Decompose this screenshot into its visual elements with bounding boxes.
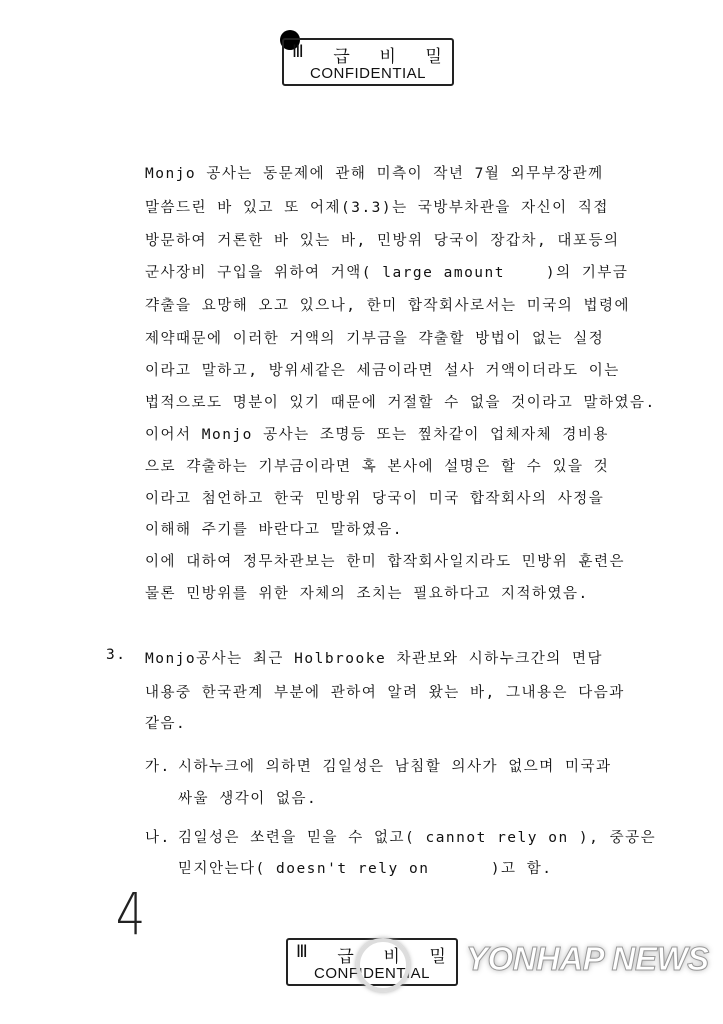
stamp-label: CONFIDENTIAL	[313, 965, 430, 982]
text-line: 같음.	[145, 716, 187, 732]
stamp-grade: 밀	[429, 947, 448, 967]
watermark: YONHAP NEWS	[466, 940, 709, 977]
text-line: 내용중 한국관계 부분에 관하여 알려 왔는 바, 그내용은 다음과	[145, 685, 625, 701]
handwritten-page-number: 4	[115, 880, 146, 948]
text-line: 물론 민방위를 위한 자체의 조치는 필요하다고 지적하였음.	[145, 586, 589, 602]
text-line: 갹출을 요망해 오고 있으나, 한미 합작회사로서는 미국의 법령에	[145, 298, 631, 314]
stamp-label: CONFIDENTIAL	[309, 65, 426, 82]
text-line: 이라고 첨언하고 한국 민방위 당국이 미국 합작회사의 사정을	[145, 491, 605, 507]
text-line: 이에 대하여 정무차관보는 한미 합작회사일지라도 민방위 훈련은	[145, 554, 626, 570]
text-line: 법적으로도 명분이 있기 때문에 거절할 수 없을 것이라고 말하였음.	[145, 395, 656, 411]
text-line: 나.	[145, 830, 171, 846]
text-line: 이라고 말하고, 방위세같은 세금이라면 설사 거액이더라도 이는	[145, 363, 620, 379]
stamp-grade: Ⅲ	[292, 42, 306, 62]
text-line: 말씀드린 바 있고 또 어제(3.3)는 국방부차관을 자신이 직접	[145, 200, 609, 216]
text-line: Monjo 공사는 동문제에 관해 미측이 작년 7월 외무부장관께	[145, 166, 604, 182]
stamp-grade: Ⅲ	[296, 942, 310, 962]
text-line: 믿지안는다( doesn't rely on )고 함.	[178, 861, 553, 877]
stamp-grade: 비	[383, 947, 402, 967]
text-line: 방문하여 거론한 바 있는 바, 민방위 당국이 장갑차, 대포등의	[145, 233, 620, 249]
text-line: 싸울 생각이 없음.	[178, 791, 318, 807]
classification-stamp-top	[282, 38, 454, 86]
stamp-grade: 비	[379, 47, 398, 67]
text-line: 시하누크에 의하면 김일성은 남침할 의사가 없으며 미국과	[178, 759, 612, 775]
text-line: 김일성은 쏘련을 믿을 수 없고( cannot rely on ), 중공은	[178, 830, 657, 846]
stamp-grade: 밀	[425, 47, 444, 67]
text-line: 3.	[106, 647, 127, 663]
text-line: 가.	[145, 759, 171, 775]
text-line: 으로 갹출하는 기부금이라면 혹 본사에 설명은 할 수 있을 것	[145, 459, 610, 475]
text-line: 이해해 주기를 바란다고 말하였음.	[145, 522, 404, 538]
stamp-grade: 급	[333, 47, 352, 67]
text-line: 제약때문에 이러한 거액의 기부금을 갹출할 방법이 없는 실정	[145, 331, 605, 347]
watermark-logo	[356, 938, 410, 992]
stamp-grade: 급	[337, 947, 356, 967]
text-line: 군사장비 구입을 위하여 거액( large amount )의 기부금	[145, 265, 629, 281]
text-line: 이어서 Monjo 공사는 조명등 또는 찦차같이 업체자체 경비용	[145, 427, 609, 443]
text-line: Monjo공사는 최근 Holbrooke 차관보와 시하누크간의 면담	[145, 651, 603, 667]
